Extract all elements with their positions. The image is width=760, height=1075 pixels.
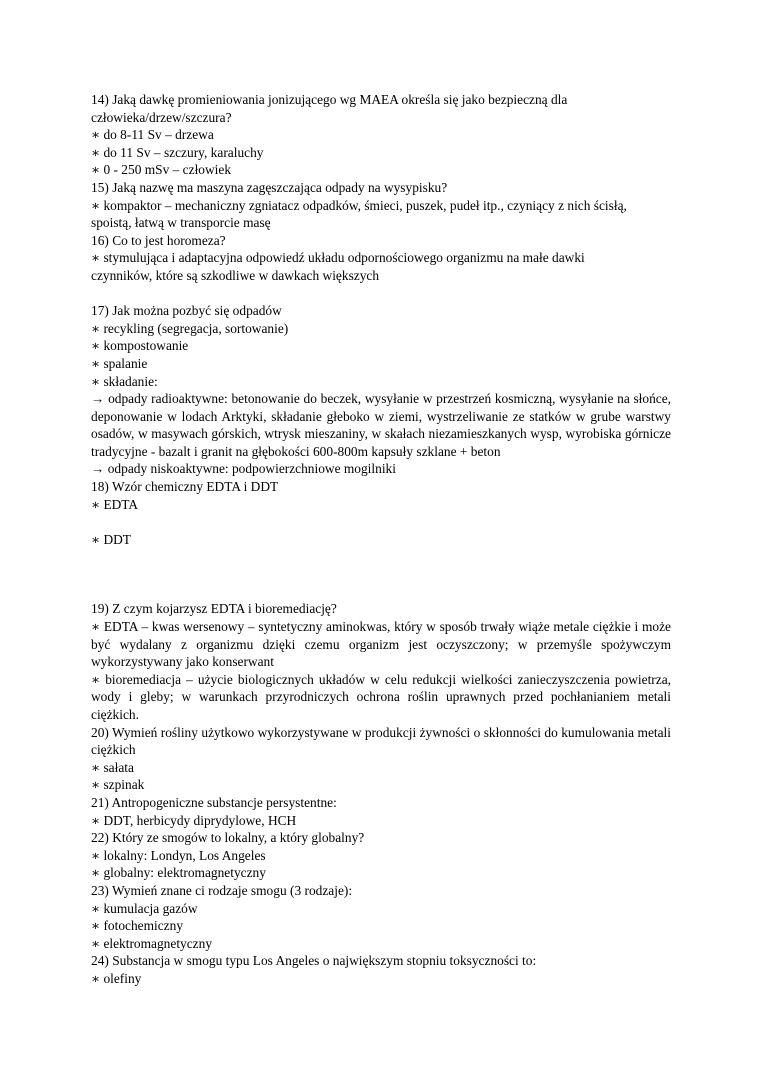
blank-line: [91, 285, 671, 303]
answer-item: ∗ fotochemiczny: [91, 918, 184, 934]
answer-item-continuation: spoistą, łatwą w transporcie masę: [91, 215, 271, 231]
question-19: 19) Z czym kojarzysz EDTA i bioremediację?: [91, 601, 337, 617]
question-24: 24) Substancja w smogu typu Los Angeles o największym stopniu toksyczności to:: [91, 953, 537, 969]
answer-item: ∗ 0 - 250 mSv – człowiek: [91, 162, 232, 178]
answer-item: ∗ elektromagnetyczny: [91, 935, 213, 951]
answer-item: ∗ DDT: [91, 531, 131, 547]
answer-item: ∗ lokalny: Londyn, Los Angeles: [91, 847, 266, 863]
answer-paragraph: ∗ bioremediacja – użycie biologicznych układów w celu redukcji wielkości zanieczyszczenia powietrza, wody i gleby; w warunkach przyrodniczych ochrona roślin uprawnych przed pochłanianiem metali ciężkich.: [91, 671, 671, 722]
answer-item: ∗ sałata: [91, 759, 134, 775]
sub-answer: → odpady niskoaktywne: podpowierzchniowe mogilniki: [91, 461, 396, 477]
blank-space: [91, 548, 671, 600]
document-text: [91, 91, 671, 988]
question-23: 23) Wymień znane ci rodzaje smogu (3 rodzaje):: [91, 882, 353, 898]
answer-item: ∗ kompostowanie: [91, 338, 189, 354]
answer-item: ∗ stymulująca i adaptacyjna odpowiedź układu odpornościowego organizmu na małe dawki: [91, 250, 585, 266]
answer-item-continuation: czynników, które są szkodliwe w dawkach większych: [91, 267, 380, 283]
answer-item: ∗ recykling (segregacja, sortowanie): [91, 320, 289, 336]
answer-item: ∗ składanie:: [91, 373, 158, 389]
question-14-line-2: człowieka/drzew/szczura?: [91, 109, 232, 125]
answer-item: ∗ do 11 Sv – szczury, karaluchy: [91, 144, 264, 160]
question-14-line-1: 14) Jaką dawkę promieniowania jonizującego wg MAEA określa się jako bezpieczną dla: [91, 92, 568, 107]
question-21: 21) Antropogeniczne substancje persystentne:: [91, 794, 337, 810]
question-20: 20) Wymień rośliny użytkowo wykorzystywane w produkcji żywności o skłonności do kumulowania metali ciężkich: [91, 724, 671, 758]
answer-item: ∗ do 8-11 Sv – drzewa: [91, 127, 214, 143]
blank-line: [91, 513, 671, 531]
question-16: 16) Co to jest horomeza?: [91, 232, 226, 248]
question-15: 15) Jaką nazwę ma maszyna zagęszczająca odpady na wysypisku?: [91, 179, 448, 195]
sub-answer-paragraph: → odpady radioaktywne: betonowanie do beczek, wysyłanie w przestrzeń kosmiczną, wysyłanie na słońce, deponowanie w lodach Arktyki, składanie głeboko w ziemi, wystrzeliwanie ze statków w grube warstwy osadów, w masywach górskich, wtrysk mieszaniny, w skałach niezamieszkanych wysp, wyrobiska górnicze tradycyjne - bazalt i granit na głębokości 600-800m kapsuły szklane + beton: [91, 391, 671, 459]
answer-item: ∗ EDTA: [91, 496, 139, 512]
answer-item: ∗ kompaktor – mechaniczny zgniatacz odpadków, śmieci, puszek, pudeł itp., czyniący z nich ścisłą,: [91, 197, 627, 213]
answer-item: ∗ olefiny: [91, 970, 142, 986]
answer-item: ∗ szpinak: [91, 777, 145, 793]
question-22: 22) Który ze smogów to lokalny, a który globalny?: [91, 830, 365, 846]
question-17: 17) Jak można pozbyć się odpadów: [91, 303, 282, 319]
answer-item: ∗ spalanie: [91, 355, 148, 371]
answer-paragraph: ∗ EDTA – kwas wersenowy – syntetyczny aminokwas, który w sposób trwały wiąże metale ciężkie i może być wydalany z organizmu dzięki czemu organizm jest oczyszczony; w przemyśle spożywczym wykorzystywany jako konserwant: [91, 619, 671, 670]
answer-item: ∗ globalny: elektromagnetyczny: [91, 865, 266, 881]
answer-item: ∗ kumulacja gazów: [91, 900, 198, 916]
question-18: 18) Wzór chemiczny EDTA i DDT: [91, 479, 279, 495]
answer-item: ∗ DDT, herbicydy diprydylowe, HCH: [91, 812, 297, 828]
